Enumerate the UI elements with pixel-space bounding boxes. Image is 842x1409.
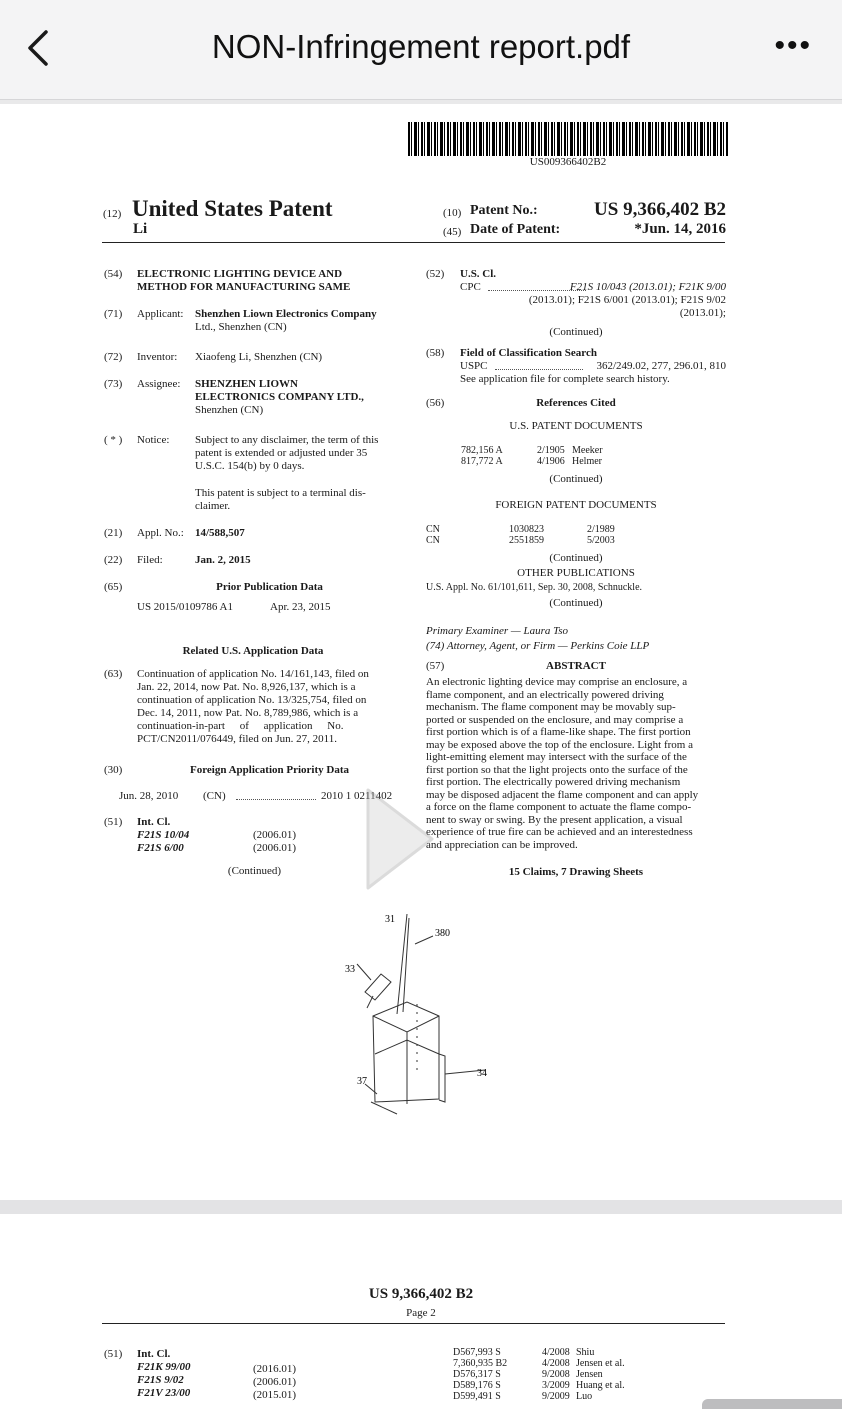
primary-examiner: Primary Examiner — Laura Tso <box>426 625 568 637</box>
p2-ref-name: Huang et al. <box>576 1380 625 1391</box>
dot-leader <box>236 799 316 800</box>
attorney: (74) Attorney, Agent, or Firm — Perkins Coie LLP <box>426 640 650 652</box>
cpc-label: CPC <box>460 281 481 293</box>
patent-no-label: Patent No.: <box>470 203 538 218</box>
foreign-refs-continued: (Continued) <box>549 552 603 564</box>
pdf-page-2[interactable] <box>0 1214 842 1409</box>
foreign-ref-2-date: 5/2003 <box>587 535 615 546</box>
code-56: (56) <box>426 397 445 409</box>
patent-figure <box>335 904 505 1119</box>
patent-number: US 9,366,402 B2 <box>594 199 726 220</box>
int-cl-label: Int. Cl. <box>137 816 171 828</box>
related-line-3: continuation of application No. 13/325,754, filed on <box>137 694 367 706</box>
int-cl-year-2: (2006.01) <box>253 842 297 854</box>
notice-line-5: claimer. <box>195 500 231 512</box>
p2-ref-date: 9/2009 <box>542 1391 570 1402</box>
page2-page-label: Page 2 <box>406 1307 436 1319</box>
abstract-line: a force on the flame component to actuate the flame compo- <box>426 801 692 813</box>
code-54: (54) <box>104 268 123 280</box>
code-51: (51) <box>104 816 123 828</box>
abstract-line: ported or suspended on the enclosure, and may comprise a <box>426 713 684 726</box>
p2-ref-date: 4/2008 <box>542 1347 570 1358</box>
foreign-priority-heading: Foreign Application Priority Data <box>190 764 349 776</box>
p2-int-cl-code-1: F21K 99/00 <box>137 1361 191 1373</box>
us-ref-2-date: 4/1906 <box>537 456 565 467</box>
related-data-heading: Related U.S. Application Data <box>182 645 324 657</box>
barcode-number: US009366402B2 <box>529 156 607 168</box>
appl-no-label: Appl. No.: <box>137 527 184 539</box>
code-57: (57) <box>426 660 445 672</box>
p2-ref-number: D599,491 S <box>453 1391 501 1402</box>
date-label: Date of Patent: <box>470 222 561 237</box>
filed-value: Jan. 2, 2015 <box>195 554 251 566</box>
uspc-label: USPC <box>460 360 488 372</box>
uspc-values: 362/249.02, 277, 296.01, 810 <box>596 360 726 372</box>
code-73: (73) <box>104 378 123 390</box>
inventor-label: Inventor: <box>137 351 178 363</box>
related-line-4: Dec. 14, 2011, now Pat. No. 8,789,986, which is a <box>137 707 359 719</box>
us-ref-2-number: 817,772 A <box>461 456 503 467</box>
code-10: (10) <box>443 207 462 219</box>
appl-no-value: 14/588,507 <box>195 527 245 539</box>
us-ref-1-name: Meeker <box>572 445 603 456</box>
p2-ref-name: Jensen et al. <box>576 1358 625 1369</box>
int-cl-continued: (Continued) <box>227 865 282 877</box>
abstract-line: and appreciation can be improved. <box>426 838 578 851</box>
assignee-line-3: Shenzhen (CN) <box>195 404 264 416</box>
claims-summary: 15 Claims, 7 Drawing Sheets <box>508 866 644 878</box>
abstract-heading: ABSTRACT <box>546 660 606 672</box>
document-title: NON-Infringement report.pdf <box>211 28 631 65</box>
int-cl-year-1: (2006.01) <box>253 829 297 841</box>
more-options-button[interactable]: ••• <box>774 29 812 62</box>
abstract-line: light-emitting element may intersect with the surface of the <box>426 751 687 763</box>
code-22: (22) <box>104 554 123 566</box>
p2-ref-number: D567,993 S <box>453 1347 501 1358</box>
p2-ref-date: 3/2009 <box>542 1380 570 1391</box>
p2-ref-name: Luo <box>576 1391 593 1402</box>
abstract-line: An electronic lighting device may comprise an enclosure, a <box>426 676 688 688</box>
patent-heading: United States Patent <box>132 196 333 221</box>
foreign-ref-2-country: CN <box>426 535 440 546</box>
us-docs-heading: U.S. PATENT DOCUMENTS <box>509 420 643 432</box>
abstract-line: first portion which is of a flame-like shape. The first portion <box>426 726 691 738</box>
p2-int-cl-code-3: F21V 23/00 <box>137 1387 191 1399</box>
us-cl-label: U.S. Cl. <box>460 268 497 280</box>
int-cl-code-2: F21S 6/00 <box>137 842 184 854</box>
notice-line-4: This patent is subject to a terminal dis- <box>195 487 366 499</box>
cpc-line-2: (2013.01); F21S 6/001 (2013.01); F21S 9/02 <box>528 294 726 306</box>
notice-line-3: U.S.C. 154(b) by 0 days. <box>195 460 305 472</box>
priority-country: (CN) <box>203 790 226 802</box>
other-pubs-continued: (Continued) <box>549 597 603 609</box>
us-ref-1-date: 2/1905 <box>537 445 565 456</box>
p2-ref-name: Shiu <box>576 1347 595 1358</box>
foreign-ref-1-country: CN <box>426 524 440 535</box>
related-line-6: PCT/CN2011/076449, filed on Jun. 27, 2011. <box>137 733 337 745</box>
assignee-line-2: ELECTRONICS COMPANY LTD., <box>195 391 364 403</box>
code-72: (72) <box>104 351 123 363</box>
p2-int-cl-year-2: (2006.01) <box>253 1376 297 1388</box>
p2-ref-name: Jensen <box>576 1369 603 1380</box>
prior-pub-date: Apr. 23, 2015 <box>270 601 331 613</box>
p2-int-cl-label: Int. Cl. <box>137 1348 171 1360</box>
figure-label-31: 31 <box>385 914 395 925</box>
code-63: (63) <box>104 668 123 680</box>
figure-label-33: 33 <box>345 964 355 975</box>
prior-pub-heading: Prior Publication Data <box>216 581 323 593</box>
assignee-line-1: SHENZHEN LIOWN <box>195 378 298 390</box>
assignee-label: Assignee: <box>137 378 181 390</box>
related-line-5: continuation-in-part of application No. <box>137 720 344 732</box>
patent-date: *Jun. 14, 2016 <box>634 221 726 237</box>
notice-line-1: Subject to any disclaimer, the term of this <box>195 434 379 446</box>
p2-ref-number: D589,176 S <box>453 1380 501 1391</box>
abstract-line: flame component, and an electrically powered driving <box>426 688 664 701</box>
header-rule <box>102 242 725 243</box>
code-58: (58) <box>426 347 445 359</box>
abstract-body <box>426 676 726 851</box>
scroll-indicator[interactable] <box>702 1399 842 1409</box>
prior-pub-number: US 2015/0109786 A1 <box>137 601 233 613</box>
p2-ref-number: 7,360,935 B2 <box>453 1358 508 1369</box>
filed-label: Filed: <box>137 554 163 566</box>
abstract-line: first portion so that the light projects onto the surface of the <box>426 763 688 776</box>
abstract-line: mechanism. The flame component may be movably sup- <box>426 701 676 713</box>
cpc-line-3: (2013.01); <box>679 307 726 319</box>
figure-label-380: 380 <box>435 928 450 939</box>
applicant-line-2: Ltd., Shenzhen (CN) <box>195 321 287 333</box>
p2-ref-number: D576,317 S <box>453 1369 501 1380</box>
code-12: (12) <box>103 208 122 220</box>
figure-label-34: 34 <box>477 1068 487 1079</box>
us-refs-continued: (Continued) <box>549 473 603 485</box>
title-line-1: ELECTRONIC LIGHTING DEVICE AND <box>137 268 343 280</box>
applicant-label: Applicant: <box>137 308 184 320</box>
abstract-line: experience of true fire can be achieved and an interestedness <box>426 826 693 838</box>
related-line-1: Continuation of application No. 14/161,143, filed on <box>137 668 369 680</box>
barcode-image <box>408 122 728 156</box>
play-icon[interactable] <box>360 784 440 894</box>
search-history-note: See application file for complete search history. <box>460 373 670 385</box>
figure-label-37: 37 <box>357 1076 367 1087</box>
applicant-line-1: Shenzhen Liown Electronics Company <box>195 308 377 320</box>
code-45: (45) <box>443 226 462 238</box>
other-pubs-heading: OTHER PUBLICATIONS <box>517 567 635 579</box>
foreign-docs-heading: FOREIGN PATENT DOCUMENTS <box>495 499 657 511</box>
notice-line-2: patent is extended or adjusted under 35 <box>195 447 368 459</box>
p2-int-cl-code-2: F21S 9/02 <box>137 1374 184 1386</box>
inventor-surname: Li <box>133 221 148 237</box>
other-pub-1: U.S. Appl. No. 61/101,611, Sep. 30, 2008, Schnuckle. <box>426 582 643 593</box>
foreign-ref-2-number: 2551859 <box>509 535 544 546</box>
p2-int-cl-year-3: (2015.01) <box>253 1389 297 1401</box>
references-heading: References Cited <box>536 397 616 409</box>
notice-label: Notice: <box>137 434 170 446</box>
code-65: (65) <box>104 581 123 593</box>
p2-code-51: (51) <box>104 1348 123 1360</box>
code-30: (30) <box>104 764 123 776</box>
code-21: (21) <box>104 527 123 539</box>
us-cl-continued: (Continued) <box>549 326 603 338</box>
title-line-2: METHOD FOR MANUFACTURING SAME <box>137 281 351 293</box>
priority-number: 2010 1 0211402 <box>321 790 393 802</box>
pdf-page-1[interactable] <box>0 104 842 1200</box>
int-cl-code-1: F21S 10/04 <box>137 829 190 841</box>
us-ref-2-name: Helmer <box>572 456 602 467</box>
cpc-line-1: F21S 10/043 (2013.01); F21K 9/00 <box>569 281 726 293</box>
inventor-value: Xiaofeng Li, Shenzhen (CN) <box>195 351 323 363</box>
abstract-line: first portion. The electrically powered driving mechanism <box>426 776 681 788</box>
abstract-line: may be exposed above the top of the enclosure. Light from a <box>426 738 693 751</box>
code-71: (71) <box>104 308 123 320</box>
priority-date: Jun. 28, 2010 <box>119 790 179 802</box>
page2-rule <box>102 1323 725 1324</box>
field-search-label: Field of Classification Search <box>460 347 597 359</box>
abstract-line: may be disposed adjacent the flame component and can apply <box>426 788 699 801</box>
foreign-ref-1-number: 1030823 <box>509 524 544 535</box>
viewer-toolbar <box>0 0 842 100</box>
us-ref-1-number: 782,156 A <box>461 445 503 456</box>
abstract-line: nent to sway or swing. By the present application, a visual <box>426 813 683 826</box>
code-notice: ( * ) <box>104 434 123 446</box>
p2-int-cl-year-1: (2016.01) <box>253 1363 297 1375</box>
page2-header: US 9,366,402 B2 <box>368 1286 474 1302</box>
related-line-2: Jan. 22, 2014, now Pat. No. 8,926,137, which is a <box>137 681 356 693</box>
p2-ref-date: 4/2008 <box>542 1358 570 1369</box>
page-separator <box>0 1200 842 1214</box>
foreign-ref-1-date: 2/1989 <box>587 524 615 535</box>
code-52: (52) <box>426 268 445 280</box>
p2-ref-date: 9/2008 <box>542 1369 570 1380</box>
